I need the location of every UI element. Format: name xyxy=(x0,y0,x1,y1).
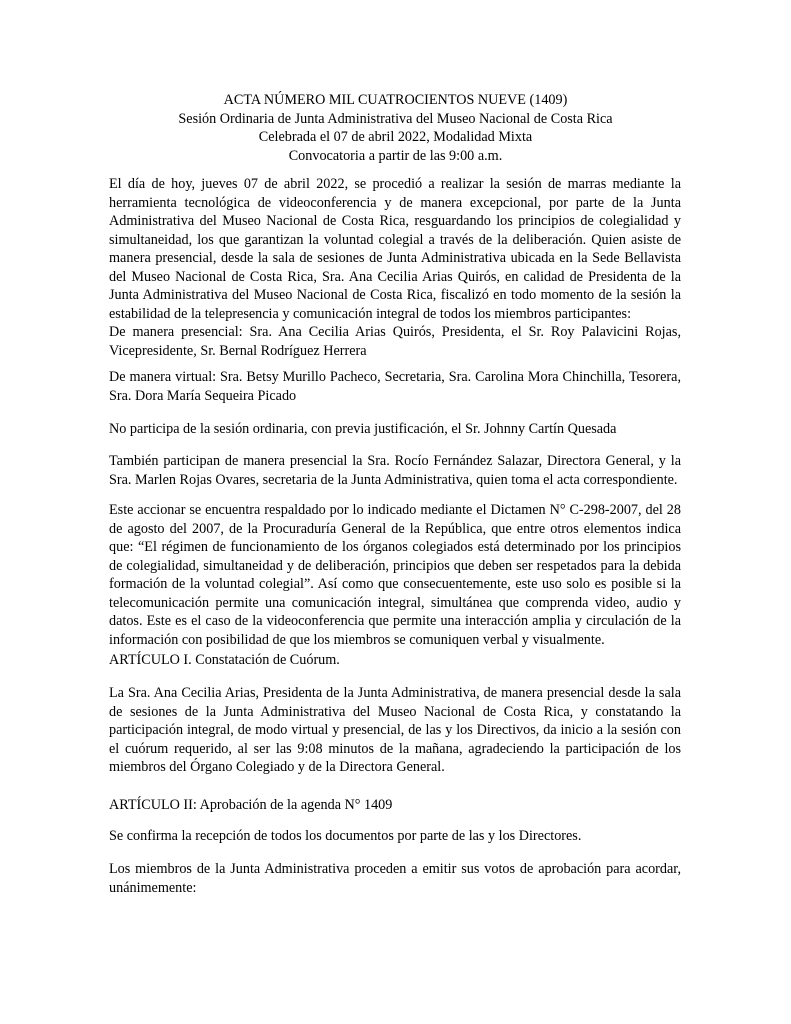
acta-title: ACTA NÚMERO MIL CUATROCIENTOS NUEVE (1409) xyxy=(223,92,568,108)
paragraph-vote-intro: Los miembros de la Junta Administrativa proceden a emitir sus votos de aprobación para acordar, unánimemente: xyxy=(109,861,681,896)
session-time-line: Convocatoria a partir de las 9:00 a.m. xyxy=(288,147,503,164)
session-date-line: Celebrada el 07 de abril 2022, Modalidad Mixta xyxy=(258,129,533,145)
paragraph-other-participants: También participan de manera presencial la Sra. Rocío Fernández Salazar, Directora General, y la Sra. Marlen Rojas Ovares, secretaria de la Junta Administrativa, quien toma el acta correspondiente. xyxy=(109,453,681,488)
paragraph-absent-member: No participa de la sesión ordinaria, con previa justificación, el Sr. Johnny Cartín Quesada xyxy=(109,421,617,437)
paragraph-legal-basis: Este accionar se encuentra respaldado por lo indicado mediante el Dictamen N° C-298-2007, del 28 de agosto del 2007, de la Procuraduría General de la República, que entre otros elementos indica que: “El régimen de funcionamiento de los órganos colegiados está determinado por los principios de colegialidad, simultaneidad y de deliberación, principios que deben ser respetados para la debida formación de la voluntad colegial”. Así como que consecuentemente, este uso solo es posible si la telecomunicación permite una comunicación integral, simultánea que comprenda video, audio y datos. Este es el caso de la videoconferencia que permite una interacción amplia y circulación de la información con posibilidad de que los miembros se comuniquen verbal y visualmente. xyxy=(109,502,681,648)
article-1-heading: ARTÍCULO I. Constatación de Cuórum. xyxy=(109,652,340,668)
paragraph-virtual-attendees: De manera virtual: Sra. Betsy Murillo Pacheco, Secretaria, Sra. Carolina Mora Chinchilla, Tesorera, Sra. Dora María Sequeira Picado xyxy=(109,369,681,404)
paragraph-opening: El día de hoy, jueves 07 de abril 2022, se procedió a realizar la sesión de marras mediante la herramienta tecnológica de videoconferencia y de manera excepcional, por parte de la Junta Administrativa del Museo Nacional de Costa Rica, resguardando los principios de colegialidad y simultaneidad, los que garantizan la voluntad colegial a través de la deliberación. Quien asiste de manera presencial, desde la sala de sesiones de Junta Administrativa ubicada en la Sede Bellavista del Museo Nacional de Costa Rica, Sra. Ana Cecilia Arias Quirós, en calidad de Presidenta de la Junta Administrativa del Museo Nacional de Costa Rica, fiscalizó en todo momento de la sesión la estabilidad de la telepresencia y comunicación integral de todos los miembros participantes: xyxy=(109,176,681,322)
acta-header xyxy=(110,91,681,165)
paragraph-documents-received: Se confirma la recepción de todos los documentos por parte de las y los Directores. xyxy=(109,828,582,844)
paragraph-quorum: La Sra. Ana Cecilia Arias, Presidenta de la Junta Administrativa, de manera presencial desde la sala de sesiones de la Junta Administrativa del Museo Nacional de Costa Rica, y constatando la participación integral, de modo virtual y presencial, de las y los Directivos, da inicio a la sesión con el cuórum requerido, al ser las 9:08 minutos de la mañana, agradeciendo la participación de los miembros del Órgano Colegiado y de la Directora General. xyxy=(109,685,681,775)
article-2-heading: ARTÍCULO II: Aprobación de la agenda N° 1409 xyxy=(109,797,393,813)
paragraph-presencial-attendees: De manera presencial: Sra. Ana Cecilia Arias Quirós, Presidenta, el Sr. Roy Palavicini Rojas, Vicepresidente, Sr. Bernal Rodríguez Herrera xyxy=(109,324,681,359)
session-subtitle: Sesión Ordinaria de Junta Administrativa del Museo Nacional de Costa Rica xyxy=(178,110,613,127)
